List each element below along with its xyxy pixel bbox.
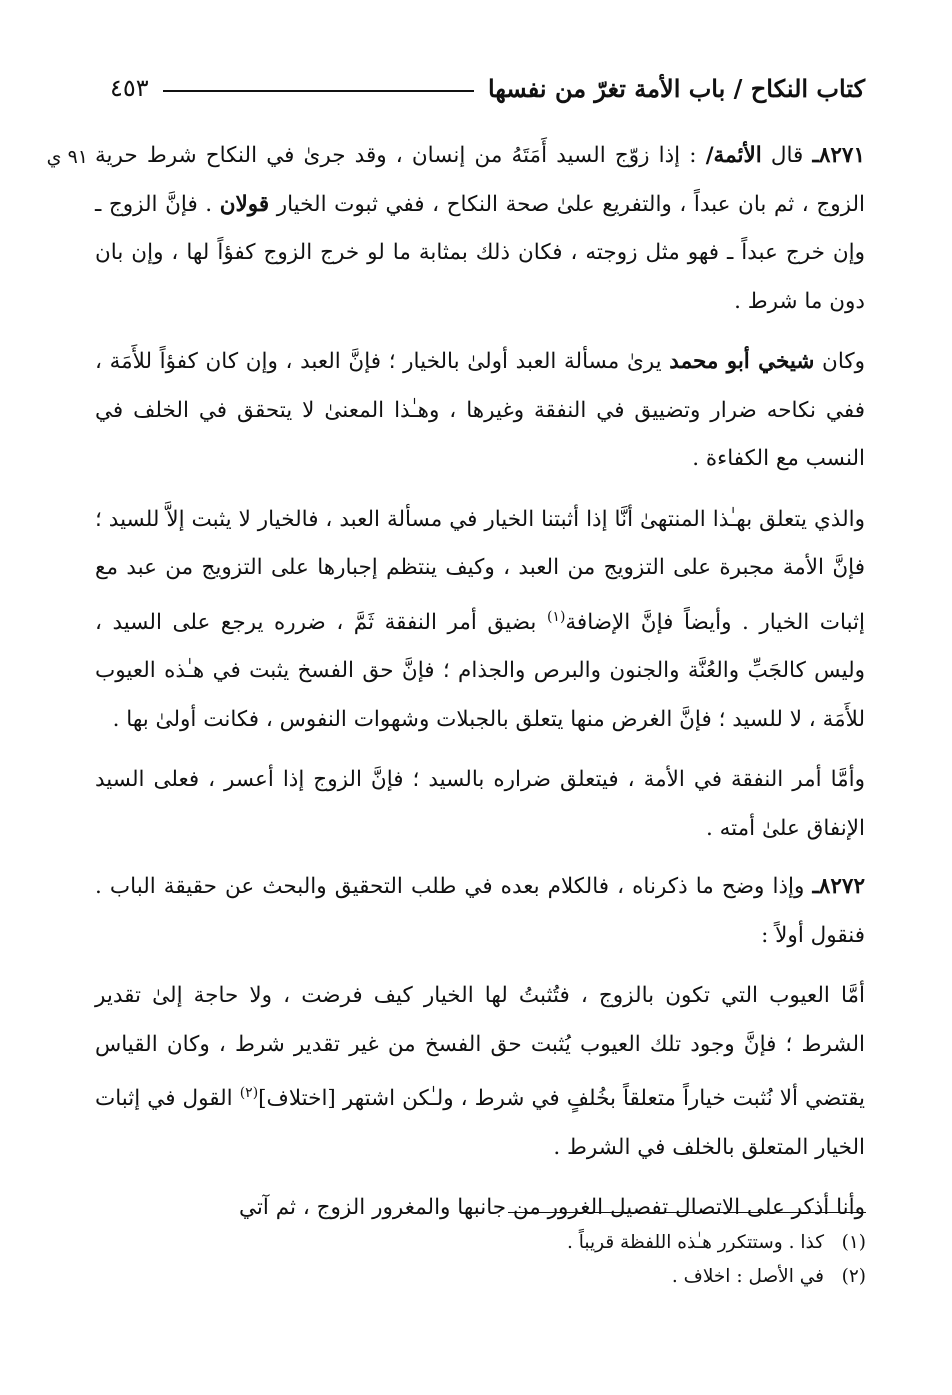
text-run: وكان	[814, 349, 865, 374]
text-run: وإذا وضح ما ذكرناه ، فالكلام بعده في طلب التحقيق والبحث عن حقيقة الباب . فنقول أولاً :	[95, 874, 865, 948]
paragraph	[95, 756, 865, 853]
header-title: كتاب النكاح / باب الأمة تغرّ من نفسها	[487, 73, 865, 103]
text-run: القول في إثبات الخيار المتعلق بالخلف في الشرط .	[95, 1086, 865, 1160]
text-run: : إذا زوّج السيد أَمَتَهُ من إنسان ، وقد جرىٰ في النكاح شرط حرية الزوج ، ثم بان عبداً ، والتفريع علىٰ صحة النكاح ، ففي ثبوت الخيار	[95, 143, 865, 217]
text-run: يرىٰ مسألة العبد أولىٰ بالخيار ؛ فإنَّ العبد ، وإن كان كفؤاً للأَمَة ، ففي نكاحه ضرار وتضييق في النفقة وغيرها ، وهـٰذا المعنىٰ لا يتحقق في الخلف في النسب مع الكفاءة .	[95, 349, 865, 471]
text-run: وأنا أذكر على الاتصال تفصيل الغرور من جانبها والمغرور الزوج ، ثم آتي	[239, 1195, 865, 1221]
footnote-text: كذا . وستتكرر هـٰذه اللفظة قريباً .	[566, 1232, 824, 1253]
footnote-ref: (١)	[546, 608, 566, 625]
footnotes	[400, 1226, 866, 1294]
paragraph	[95, 338, 865, 484]
paragraph	[95, 496, 865, 745]
text-run: قال	[761, 143, 813, 168]
bold-text: ٨٢٧١ـ	[812, 143, 866, 168]
bold-text: الأئمة/	[705, 143, 762, 168]
text-run: أمَّا العيوب التي تكون بالزوج ، فتُثبتُ لها الخيار كيف فرضت ، ولا حاجة إلىٰ تقدير الشرط ؛ فإنَّ وجود تلك العيوب يُثبت حق الفسخ من غير تقدير شرط ، وكان القياس يقتضي ألا نُثبت خياراً متعلقاً بخُلفٍ في شرط ، ولـٰكن اشتهر [اختلاف]	[95, 983, 865, 1112]
body-text	[95, 132, 865, 1245]
text-run: وأمَّا أمر النفقة في الأمة ، فيتعلق ضراره بالسيد ؛ فإنَّ الزوج إذا أعسر ، فعلى السيد الإنفاق علىٰ أمته .	[95, 767, 865, 841]
footnote	[400, 1260, 866, 1294]
paragraph	[95, 863, 865, 960]
footnote-separator	[508, 1212, 866, 1213]
text-run: . فإنَّ الزوج ـ وإن خرج عبداً ـ فهو مثل زوجته ، فكان ذلك بمثابة ما لو خرج الزوج كفؤاً لها ، وإن بان دون ما شرط .	[95, 191, 865, 314]
footnote-number: (١)	[841, 1232, 866, 1253]
page-number: ٤٥٣	[110, 74, 149, 102]
footnote-number: (٢)	[841, 1266, 866, 1287]
margin-note: ٩١ ي	[46, 146, 88, 168]
header-rule	[163, 90, 474, 92]
bold-text: ٨٢٧٢ـ	[812, 874, 865, 900]
paragraph	[95, 132, 865, 326]
text-run: بضيق أمر النفقة ثَمَّ ، ضرره يرجع على السيد ، وليس كالجَبِّ والعُنَّة والجنون والبرص والجذام ؛ فإنَّ حق الفسخ يثبت في هـٰذه العيوب للأَمَة ، لا للسيد ؛ فإنَّ الغرض منها يتعلق بالجبلات وشهوات النفوس ، فكانت أولىٰ بها .	[95, 609, 865, 732]
running-header	[110, 66, 865, 110]
footnote-ref: (٢)	[239, 1085, 259, 1102]
footnote	[400, 1226, 866, 1260]
footnote-text: في الأصل : اخلاف .	[671, 1266, 824, 1287]
bold-text: قولان	[219, 191, 270, 217]
paragraph	[95, 972, 865, 1172]
text-run: والذي يتعلق بهـٰذا المنتهىٰ أنَّا إذا أثبتنا الخيار في مسألة العبد ، فالخيار لا يثبت إلاَّ للسيد ؛ فإنَّ الأمة مجبرة على التزويج من العبد ، وكيف ينتظم إجبارها على التزويج من عبد مع إثبات الخيار . وأيضاً فإنَّ الإضافة	[95, 506, 865, 635]
bold-text: شيخي أبو محمد	[669, 349, 815, 374]
